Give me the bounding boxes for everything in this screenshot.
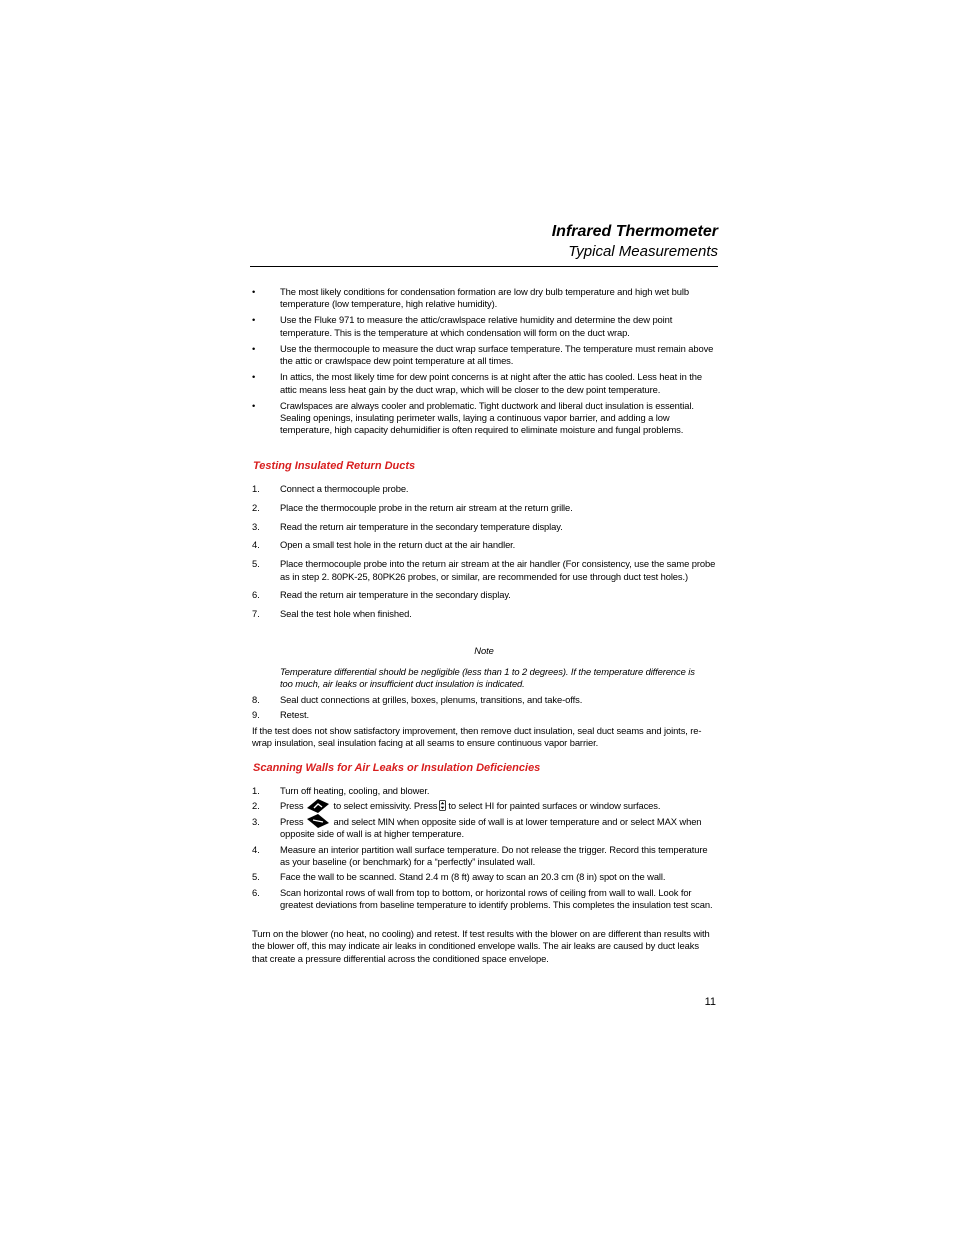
- list-item: [250, 314, 718, 339]
- step-number: 6.: [252, 886, 260, 898]
- list-item: [250, 343, 718, 368]
- step-number: 4.: [252, 843, 260, 855]
- list-item: [250, 483, 718, 495]
- min-max-key-icon: [306, 813, 330, 829]
- return-duct-closing-paragraph: If the test does not show satisfactory improvement, then remove duct insulation, seal duct seams and joints, re-wrap insulation, seal insulation facing at all seams to ensure continuous vapor barrier.: [252, 725, 702, 749]
- step-number: 1.: [252, 785, 260, 796]
- bullet-icon: •: [252, 399, 256, 411]
- list-item: [250, 709, 718, 721]
- emis-key-icon: [306, 798, 330, 814]
- step-number: 4.: [252, 539, 260, 551]
- step-text-select-emissivity: to select emissivity. Press: [333, 800, 438, 812]
- step-text: Face the wall to be scanned. Stand 2.4 m (8 ft) away to scan an 20.3 cm (8 in) spot on the wall.: [280, 871, 666, 883]
- page-header-subtitle: Typical Measurements: [568, 243, 718, 260]
- bullet-text: Use the Fluke 971 to measure the attic/crawlspace relative humidity and determine the dew point temperature. This is the temperature at which condensation will form on the duct wrap.: [280, 314, 673, 338]
- step-text-select-min-max: and select MIN when opposite side of wall is at lower temperature and or select MAX when opposite side of wall is at higher temperature.: [280, 815, 702, 840]
- list-item: [250, 816, 718, 841]
- step-text: Seal duct connections at grilles, boxes, plenums, transitions, and take-offs.: [280, 694, 583, 705]
- return-duct-steps-continued: [250, 694, 718, 721]
- step-text-select-hi: to select HI for painted surfaces or window surfaces.: [448, 800, 661, 812]
- step-text: Retest.: [280, 709, 309, 720]
- note-label: Note: [474, 645, 494, 656]
- section-heading-return-ducts: Testing Insulated Return Ducts: [253, 460, 416, 472]
- step-number: 2.: [252, 501, 260, 513]
- list-item: [250, 844, 718, 869]
- step-number: 3.: [252, 520, 260, 532]
- step-text: Connect a thermocouple probe.: [280, 483, 409, 494]
- bullet-text: The most likely conditions for condensation formation are low dry bulb temperature and high wet bulb temperature (low temperature, high relative humidity).: [280, 286, 689, 310]
- list-item: [250, 887, 718, 912]
- step-text-press: Press: [280, 800, 304, 812]
- list-item: [250, 400, 718, 437]
- step-number: 1.: [252, 483, 260, 494]
- step-number: 9.: [252, 709, 260, 720]
- list-item: [250, 371, 718, 396]
- step-number: 6.: [252, 589, 260, 601]
- list-item: [250, 589, 718, 601]
- bullet-text: Use the thermocouple to measure the duct wrap surface temperature. The temperature must remain above the attic or crawlspace dew point temperature at all times.: [280, 342, 714, 367]
- step-text: Turn off heating, cooling, and blower.: [280, 785, 430, 796]
- up-down-arrow-icon: [439, 800, 446, 811]
- list-item: [250, 502, 718, 514]
- list-item: [250, 286, 718, 311]
- list-item: [250, 521, 718, 533]
- step-text: Measure an interior partition wall surface temperature. Do not release the trigger. Record this temperature as your baseline (or benchmark) for a “perfectly” insulated wall.: [280, 843, 708, 868]
- bullet-icon: •: [252, 342, 256, 354]
- section-heading-scanning-walls: Scanning Walls for Air Leaks or Insulation Deficiencies: [253, 762, 541, 774]
- step-text: Scan horizontal rows of wall from top to bottom, or horizontal rows of ceiling from wall to wall. Look for greatest deviations from baseline temperature to identify problems. This completes the insulation test scan.: [280, 886, 713, 911]
- list-item: [250, 800, 718, 812]
- step-text: Seal the test hole when finished.: [280, 608, 412, 620]
- step-number: 8.: [252, 694, 260, 705]
- step-text: Open a small test hole in the return duct at the air handler.: [280, 539, 516, 551]
- list-item: [250, 694, 718, 706]
- bullet-icon: •: [252, 314, 256, 326]
- step-number: 3.: [252, 815, 260, 827]
- step-number: 7.: [252, 608, 260, 620]
- scanning-walls-closing-paragraph: Turn on the blower (no heat, no cooling) and retest. If test results with the blower on are different than results with the blower off, this may indicate air leaks in conditioned envelope walls. The air leaks are caused by duct leaks that create a pressure differential across the conditioned space envelope.: [252, 928, 710, 964]
- step-number: 5.: [252, 871, 260, 883]
- scanning-walls-steps: [250, 785, 718, 912]
- step-text: Place the thermocouple probe in the return air stream at the return grille.: [280, 501, 573, 513]
- step-text: Read the return air temperature in the secondary temperature display.: [280, 520, 563, 532]
- header-divider: [250, 266, 718, 267]
- list-item: [250, 871, 718, 883]
- step-number: 5.: [252, 558, 260, 570]
- list-item: [250, 785, 718, 797]
- bullet-text: In attics, the most likely time for dew point concerns is at night after the attic has cooled. Less heat in the attic means less heat gain by the duct wrap, which will be closer to the dew point temperature.: [280, 371, 702, 395]
- list-item: [250, 558, 718, 583]
- bullet-icon: •: [252, 371, 256, 383]
- step-text: Read the return air temperature in the secondary display.: [280, 589, 511, 601]
- step-text: Place thermocouple probe into the return air stream at the air handler (For consistency, use the same probe as in step 2. 80PK-25, 80PK26 probes, or similar, are recommended for use through duct test holes.): [280, 558, 716, 582]
- condensation-bullet-list: [250, 286, 718, 440]
- list-item: [250, 539, 718, 551]
- bullet-icon: •: [252, 286, 256, 297]
- bullet-text: Crawlspaces are always cooler and problematic. Tight ductwork and liberal duct insulation is essential. Sealing openings, insulating perimeter walls, laying a continuous vapor barrier, and adding a low temperature, high capacity dehumidifier is often required to eliminate moisture and fungal problems.: [280, 399, 694, 436]
- page-number: 11: [704, 996, 716, 1008]
- step-number: 2.: [252, 800, 260, 812]
- note-text: Temperature differential should be negligible (less than 1 to 2 degrees). If the temperature difference is too much, air leaks or insufficient duct insulation is indicated.: [280, 666, 695, 690]
- step-text-press: Press: [280, 815, 304, 827]
- page-header-title: Infrared Thermometer: [551, 223, 718, 240]
- list-item: [250, 608, 718, 620]
- return-duct-steps: [250, 483, 718, 621]
